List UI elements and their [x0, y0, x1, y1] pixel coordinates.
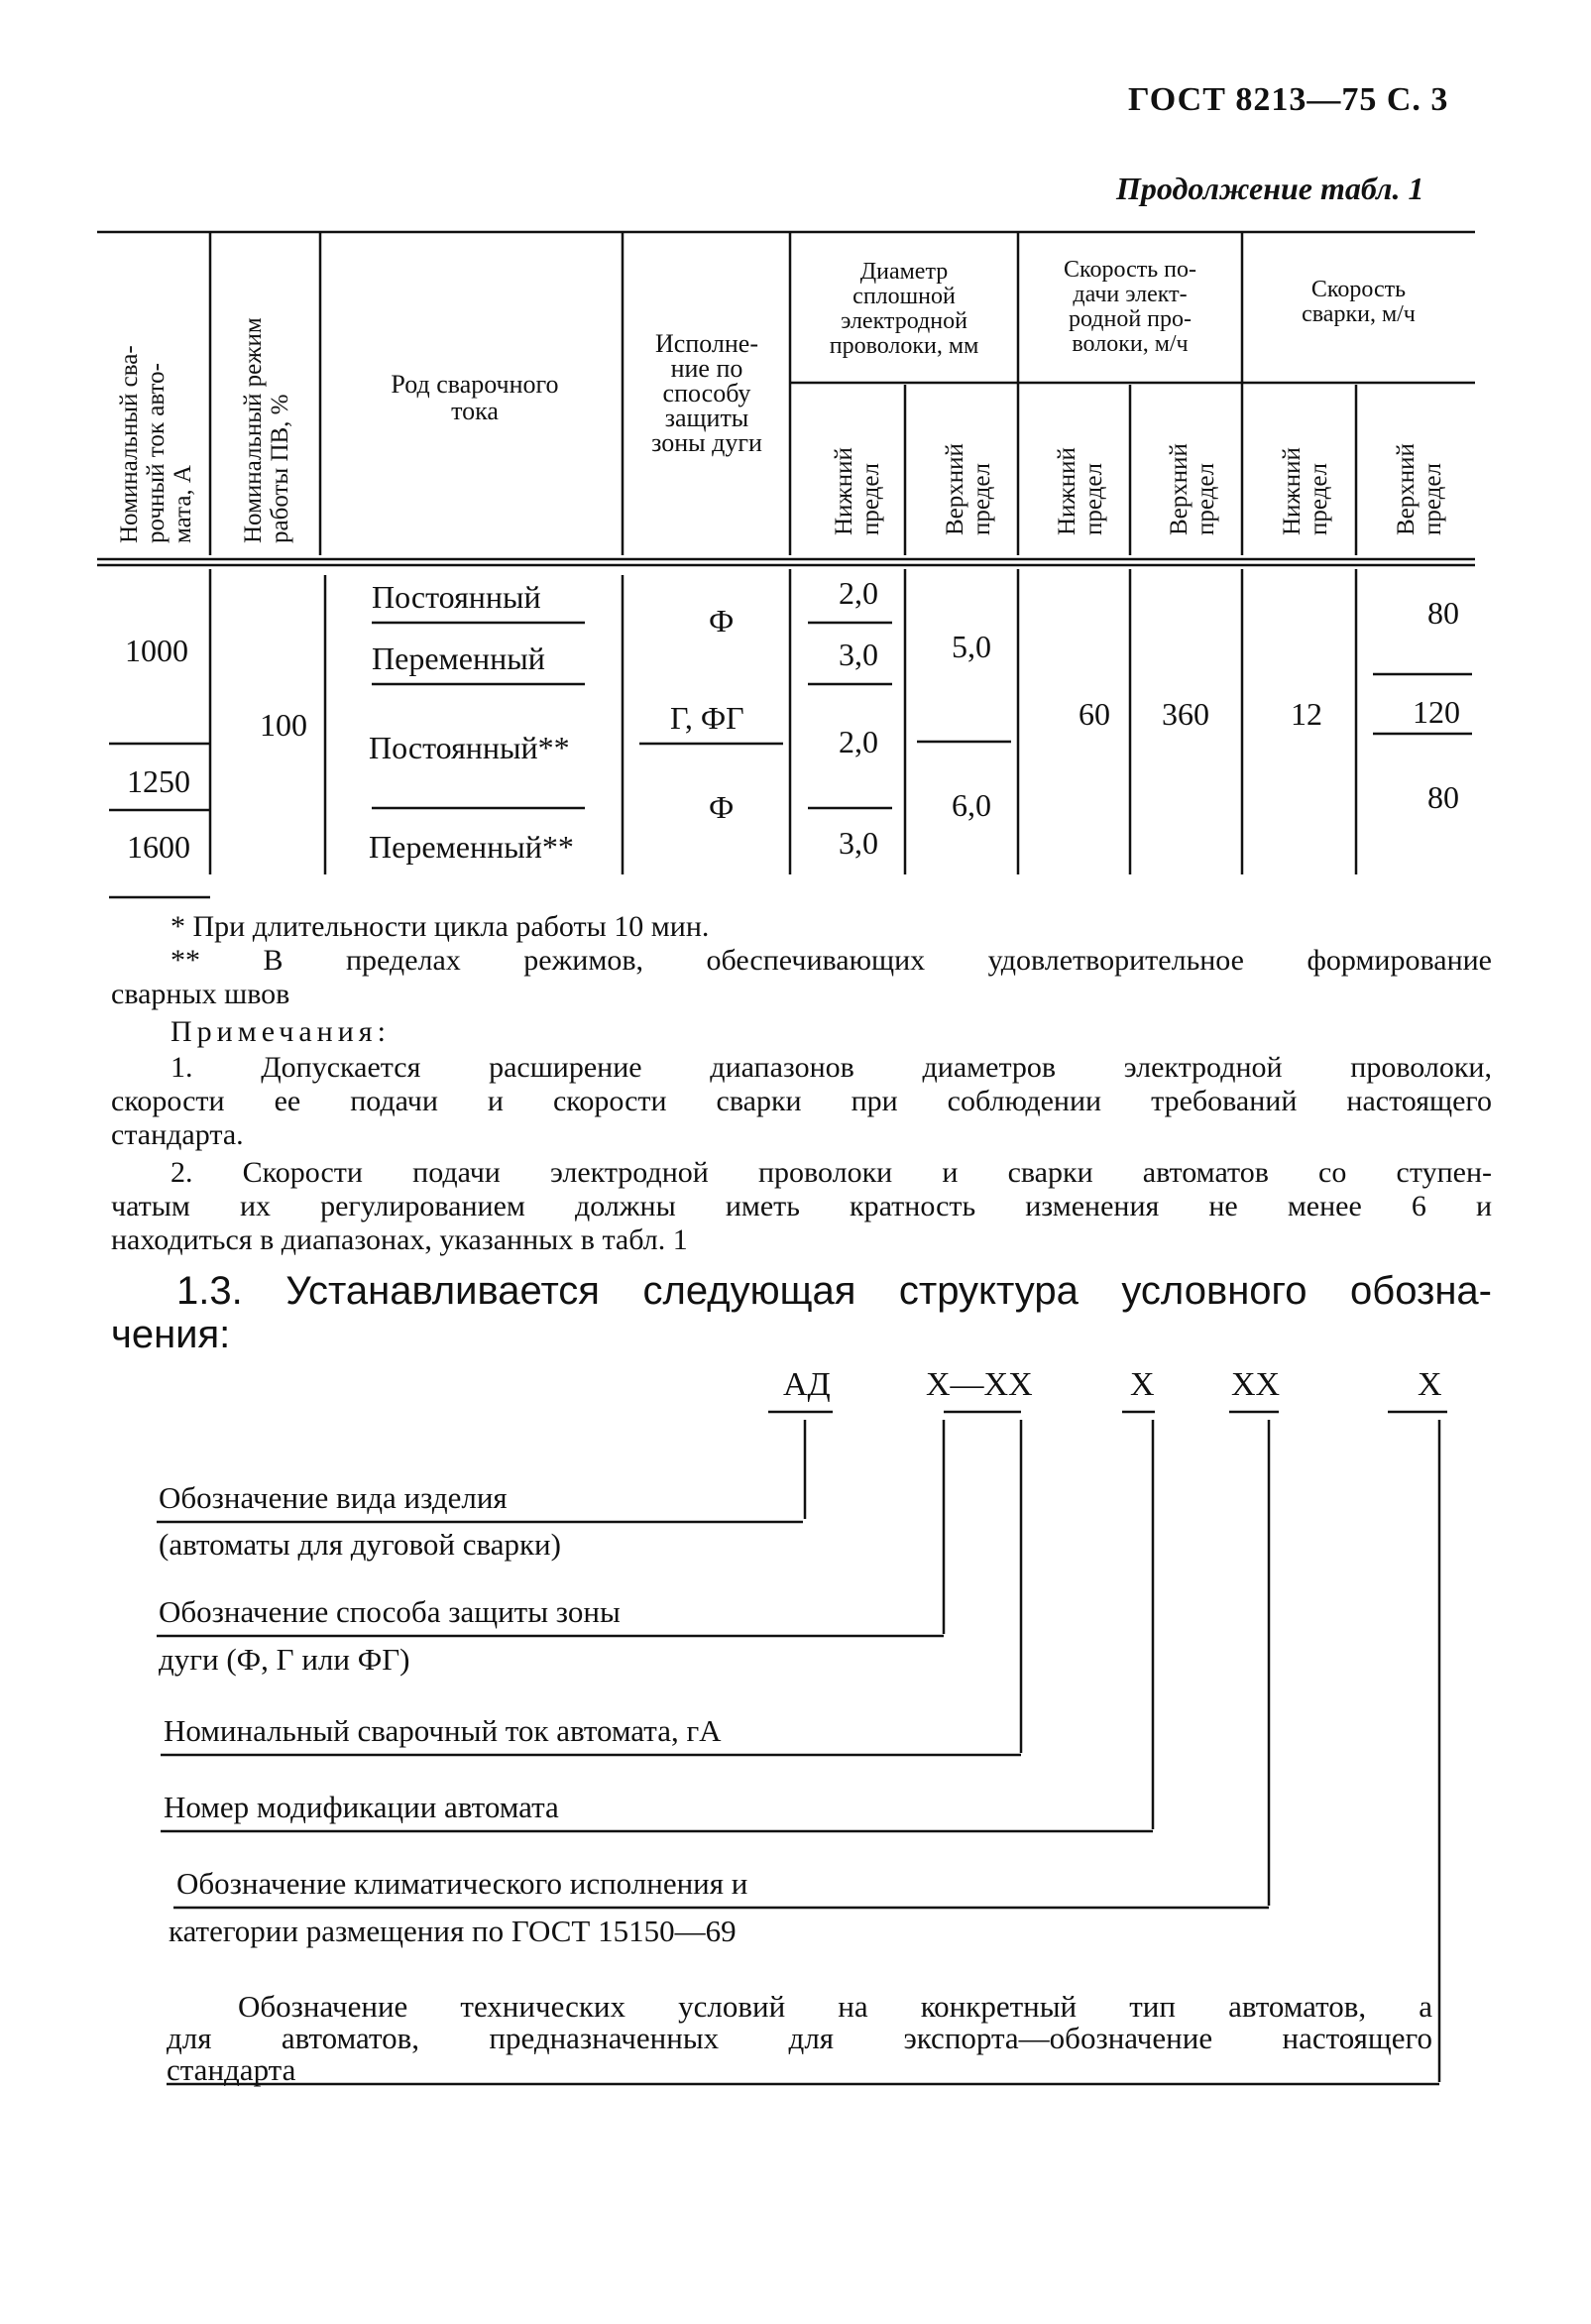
- sub-header-feed-upper: Верхний предел: [1166, 443, 1219, 535]
- cell-diam-lower-4: 3,0: [839, 825, 878, 861]
- col-header-feed-speed: Скорость по- дачи элект- родной про- волоки, м/ч: [1064, 257, 1196, 357]
- cell-speed-upper-3: 80: [1427, 779, 1459, 815]
- cell-speed-lower: 12: [1291, 696, 1322, 732]
- sub-header-diam-upper: Верхний предел: [942, 443, 995, 535]
- note-1-line-3: стандарта.: [111, 1118, 244, 1151]
- cell-diam-lower-2: 3,0: [839, 637, 878, 672]
- note-1-line-2: скорости ее подачи и скорости сварки при соблюдении требований настоящего: [111, 1085, 1492, 1117]
- cell-diam-upper-2: 6,0: [952, 787, 991, 823]
- footnote-1: * При длительности цикла работы 10 мин.: [170, 910, 710, 943]
- col-header-mode: Номинальный режим работы ПВ, %: [240, 317, 293, 543]
- cell-protection-3: Ф: [709, 789, 735, 825]
- label-climatic-desc: категории размещения по ГОСТ 15150—69: [169, 1914, 737, 1948]
- label-climatic: Обозначение климатического исполнения и: [176, 1866, 748, 1901]
- cell-feed-upper: 360: [1162, 696, 1209, 732]
- cell-speed-upper-2: 120: [1413, 694, 1460, 730]
- cell-feed-lower: 60: [1079, 696, 1110, 732]
- label-nominal-current: Номинальный сварочный ток автомата, гА: [164, 1713, 722, 1748]
- col-header-kind: Род сварочного тока: [391, 370, 559, 425]
- label-technical-conditions-2: для автоматов, предназначенных для экспорта—обозначение настоящего: [167, 2021, 1432, 2055]
- col-header-protection: Исполне- ние по способу защиты зоны дуги: [651, 329, 762, 457]
- label-technical-conditions-1: Обозначение технических условий на конкретный тип автоматов, а: [238, 1989, 1432, 2024]
- notes-title: Примечания:: [170, 1015, 391, 1048]
- sub-header-diam-lower: Нижний предел: [831, 447, 884, 535]
- cell-diam-lower-1: 2,0: [839, 575, 878, 611]
- section-1-3-line-2: чения:: [111, 1313, 231, 1356]
- cell-current-1000: 1000: [125, 633, 188, 668]
- table-continuation-label: Продолжение табл. 1: [1116, 171, 1424, 206]
- cell-protection-2: Г, ФГ: [670, 700, 744, 736]
- footnote-2-line-2: сварных швов: [111, 978, 290, 1010]
- sub-header-feed-lower: Нижний предел: [1054, 447, 1107, 535]
- cell-kind-2: Переменный: [372, 640, 545, 676]
- section-1-3-line-1: 1.3. Устанавливается следующая структура условного обозна-: [176, 1269, 1492, 1313]
- label-protection-method: Обозначение способа защиты зоны: [159, 1594, 621, 1629]
- cell-mode: 100: [260, 707, 307, 743]
- cell-protection-1: Ф: [709, 603, 735, 639]
- label-technical-conditions-3: стандарта: [167, 2052, 296, 2087]
- note-2-line-3: находиться в диапазонах, указанных в табл. 1: [111, 1223, 688, 1256]
- label-product-type: Обозначение вида изделия: [159, 1480, 508, 1515]
- cell-diam-upper-1: 5,0: [952, 629, 991, 664]
- cell-kind-3: Постоянный**: [369, 730, 570, 765]
- sub-header-speed-upper: Верхний предел: [1393, 443, 1446, 535]
- label-product-type-desc: (автоматы для дуговой сварки): [159, 1527, 561, 1562]
- sub-header-speed-lower: Нижний предел: [1279, 447, 1332, 535]
- code-x-2: Х: [1418, 1366, 1442, 1403]
- label-protection-method-desc: дуги (Ф, Г или ФГ): [159, 1642, 410, 1677]
- col-header-weld-speed: Скорость сварки, м/ч: [1302, 277, 1416, 327]
- cell-kind-1: Постоянный: [372, 579, 541, 615]
- cell-kind-4: Переменный**: [369, 829, 574, 865]
- note-2-line-2: чатым их регулированием должны иметь кратность изменения не менее 6 и: [111, 1190, 1492, 1222]
- code-ad: АД: [783, 1366, 831, 1403]
- col-header-current: Номинальный сва- рочный ток авто- мата, А: [116, 345, 196, 543]
- code-x-xx: Х—ХХ: [926, 1366, 1033, 1403]
- code-x-1: Х: [1130, 1366, 1155, 1403]
- col-header-diameter: Диаметр сплошной электродной проволоки, мм: [829, 259, 979, 359]
- code-xx: ХХ: [1231, 1366, 1281, 1403]
- cell-current-1600: 1600: [127, 829, 190, 865]
- note-2-line-1: 2. Скорости подачи электродной проволоки и сварки автоматов со ступен-: [170, 1156, 1492, 1189]
- cell-current-1250: 1250: [127, 763, 190, 799]
- cell-speed-upper-1: 80: [1427, 595, 1459, 631]
- footnote-2-line-1: ** В пределах режимов, обеспечивающих удовлетворительное формирование: [170, 944, 1492, 977]
- cell-diam-lower-3: 2,0: [839, 724, 878, 759]
- note-1-line-1: 1. Допускается расширение диапазонов диаметров электродной проволоки,: [170, 1051, 1492, 1084]
- label-modification: Номер модификации автомата: [164, 1790, 559, 1824]
- page-header: ГОСТ 8213—75 С. 3: [1128, 81, 1449, 118]
